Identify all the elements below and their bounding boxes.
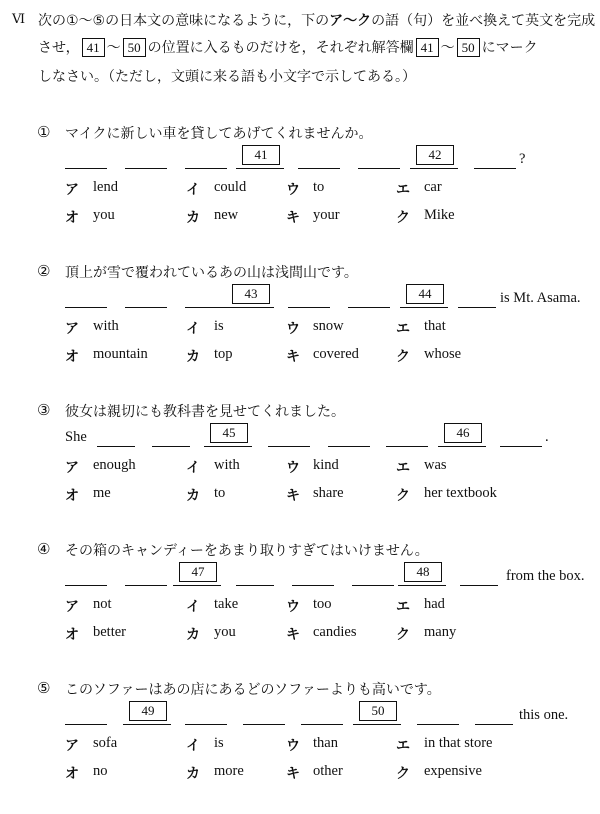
question-number: ④ [37, 540, 51, 558]
answer-blank[interactable] [386, 446, 428, 447]
option-word: is [214, 735, 224, 751]
option-letter: キ [286, 766, 300, 782]
answer-blank[interactable] [458, 307, 496, 308]
answer-number-box: 43 [232, 284, 270, 304]
question-japanese: その箱のキャンディーをあまり取りすぎてはいけません。 [65, 543, 429, 559]
option-letter: カ [186, 766, 200, 782]
answer-blank[interactable] [410, 168, 458, 169]
option-letter: ク [396, 210, 410, 226]
option-letter: カ [186, 627, 200, 643]
sentence-suffix: is Mt. Asama. [500, 290, 581, 306]
option-letter: キ [286, 488, 300, 504]
section-numeral: Ⅵ [12, 12, 26, 27]
option-word: lend [93, 179, 118, 195]
option-letter: ク [396, 627, 410, 643]
option-letter: カ [186, 488, 200, 504]
option-word: covered [313, 346, 359, 362]
answer-number-box: 47 [179, 562, 217, 582]
option-word: snow [313, 318, 344, 334]
option-word: you [93, 207, 115, 223]
instruction-part-3: の語（句）を並べ換えて英文を完成 [371, 13, 596, 29]
instruction-line-2 [38, 37, 538, 57]
sentence-suffix: from the box. [506, 568, 585, 584]
option-letter: イ [186, 182, 200, 198]
question-number: ② [37, 262, 51, 280]
answer-blank[interactable] [301, 724, 343, 725]
answer-blank[interactable] [353, 724, 401, 725]
answer-blank[interactable] [97, 446, 135, 447]
option-word: her textbook [424, 485, 497, 501]
option-word: Mike [424, 207, 455, 223]
answer-blank[interactable] [298, 168, 340, 169]
option-word: with [93, 318, 119, 334]
option-letter: カ [186, 349, 200, 365]
answer-blank[interactable] [185, 724, 227, 725]
option-letter: ウ [286, 321, 300, 337]
option-letter: ア [65, 182, 79, 198]
option-letter: ウ [286, 460, 300, 476]
instruction-line-3: しなさい。（ただし，文頭に来る語も小文字で示してある。） [38, 69, 416, 85]
sentence-prefix: She [65, 429, 87, 445]
option-word: more [214, 763, 244, 779]
option-word: kind [313, 457, 339, 473]
option-letter: ク [396, 349, 410, 365]
answer-number-box: 46 [444, 423, 482, 443]
answer-blank[interactable] [152, 446, 190, 447]
answer-blank[interactable] [236, 168, 284, 169]
option-letter: ア [65, 460, 79, 476]
option-letter: オ [65, 210, 79, 226]
option-letter: イ [186, 599, 200, 615]
option-word: whose [424, 346, 462, 362]
option-word: is [214, 318, 224, 334]
answer-sheet-box-start: 41 [416, 38, 439, 57]
answer-sheet-box-end: 50 [457, 38, 480, 57]
answer-number-box: 45 [210, 423, 248, 443]
answer-blank[interactable] [268, 446, 310, 447]
option-word: take [214, 596, 239, 612]
question-number: ① [37, 123, 51, 141]
option-word: mountain [93, 346, 148, 362]
answer-blank[interactable] [292, 585, 334, 586]
option-letter: オ [65, 766, 79, 782]
option-word: to [214, 485, 226, 501]
instruction-tilde-2: ～ [440, 40, 455, 56]
option-word: your [313, 207, 340, 223]
option-letter: ク [396, 488, 410, 504]
option-letter: カ [186, 210, 200, 226]
option-letter: エ [396, 738, 410, 754]
option-letter: ク [396, 766, 410, 782]
option-letter: キ [286, 210, 300, 226]
answer-blank[interactable] [474, 168, 516, 169]
option-letter: オ [65, 488, 79, 504]
option-word: had [424, 596, 445, 612]
option-letter: キ [286, 627, 300, 643]
answer-blank[interactable] [500, 446, 542, 447]
option-word: no [93, 763, 108, 779]
instruction-line2-a: させ， [38, 40, 80, 56]
option-word: than [313, 735, 338, 751]
option-letter: ア [65, 599, 79, 615]
instruction-part-1: 次の①～⑤の日本文の意味になるように，下の [38, 13, 330, 29]
option-word: candies [313, 624, 357, 640]
answer-blank[interactable] [358, 168, 400, 169]
option-word: new [214, 207, 239, 223]
answer-blank[interactable] [236, 585, 274, 586]
sentence-suffix: ? [519, 151, 526, 167]
option-word: share [313, 485, 344, 501]
sentence-suffix: . [545, 429, 549, 445]
answer-box-start: 41 [82, 38, 105, 57]
answer-blank[interactable] [65, 724, 107, 725]
answer-blank[interactable] [348, 307, 390, 308]
answer-blank[interactable] [123, 724, 171, 725]
answer-blank[interactable] [185, 168, 227, 169]
instruction-part-2: ア〜ク [329, 13, 372, 29]
option-word: many [424, 624, 457, 640]
option-word: could [214, 179, 247, 195]
option-word: other [313, 763, 343, 779]
answer-number-box: 41 [242, 145, 280, 165]
question-number: ③ [37, 401, 51, 419]
answer-number-box: 42 [416, 145, 454, 165]
answer-blank[interactable] [475, 724, 513, 725]
question-japanese: このソファーはあの店にあるどのソファーよりも高いです。 [65, 682, 441, 698]
answer-blank[interactable] [65, 307, 107, 308]
option-letter: キ [286, 349, 300, 365]
option-letter: イ [186, 738, 200, 754]
answer-blank[interactable] [288, 307, 330, 308]
answer-blank[interactable] [65, 585, 107, 586]
option-word: with [214, 457, 240, 473]
option-word: better [93, 624, 127, 640]
answer-blank[interactable] [125, 307, 167, 308]
sentence-suffix: this one. [519, 707, 569, 723]
option-letter: ウ [286, 599, 300, 615]
answer-blank[interactable] [226, 307, 274, 308]
question-number: ⑤ [37, 679, 51, 697]
option-word: expensive [424, 763, 482, 779]
option-letter: エ [396, 460, 410, 476]
option-word: top [214, 346, 233, 362]
instruction-line2-c: にマーク [481, 40, 538, 56]
answer-number-box: 50 [359, 701, 397, 721]
option-letter: ア [65, 321, 79, 337]
option-letter: オ [65, 627, 79, 643]
answer-blank[interactable] [173, 585, 221, 586]
option-word: you [214, 624, 236, 640]
answer-blank[interactable] [125, 585, 167, 586]
answer-blank[interactable] [243, 724, 285, 725]
answer-number-box: 48 [404, 562, 442, 582]
answer-number-box: 44 [406, 284, 444, 304]
option-letter: オ [65, 349, 79, 365]
answer-box-end: 50 [123, 38, 146, 57]
answer-blank[interactable] [460, 585, 498, 586]
option-word: car [424, 179, 442, 195]
question-japanese: 頂上が雪で覆われているあの山は浅間山です。 [65, 265, 358, 281]
option-word: me [93, 485, 111, 501]
option-word: in that store [424, 735, 493, 751]
option-letter: イ [186, 460, 200, 476]
answer-blank[interactable] [417, 724, 459, 725]
option-word: sofa [93, 735, 118, 751]
option-word: too [313, 596, 332, 612]
option-letter: ア [65, 738, 79, 754]
option-letter: エ [396, 321, 410, 337]
question-japanese: 彼女は親切にも教科書を見せてくれました。 [65, 404, 345, 420]
answer-blank[interactable] [185, 307, 227, 308]
answer-blank[interactable] [398, 585, 446, 586]
answer-blank[interactable] [400, 307, 448, 308]
option-word: not [93, 596, 112, 612]
answer-number-box: 49 [129, 701, 167, 721]
answer-blank[interactable] [352, 585, 394, 586]
option-letter: ウ [286, 182, 300, 198]
option-word: enough [93, 457, 136, 473]
instruction-line2-b: の位置に入るものだけを，それぞれ解答欄 [147, 40, 414, 56]
option-word: was [424, 457, 447, 473]
option-letter: イ [186, 321, 200, 337]
instruction-line-1 [38, 10, 595, 30]
answer-blank[interactable] [65, 168, 107, 169]
option-word: that [424, 318, 446, 334]
answer-blank[interactable] [438, 446, 486, 447]
answer-blank[interactable] [204, 446, 252, 447]
option-word: to [313, 179, 325, 195]
option-letter: ウ [286, 738, 300, 754]
answer-blank[interactable] [125, 168, 167, 169]
option-letter: エ [396, 599, 410, 615]
instruction-tilde: ～ [106, 40, 121, 56]
question-japanese: マイクに新しい車を貸してあげてくれませんか。 [65, 126, 373, 142]
option-letter: エ [396, 182, 410, 198]
answer-blank[interactable] [328, 446, 370, 447]
